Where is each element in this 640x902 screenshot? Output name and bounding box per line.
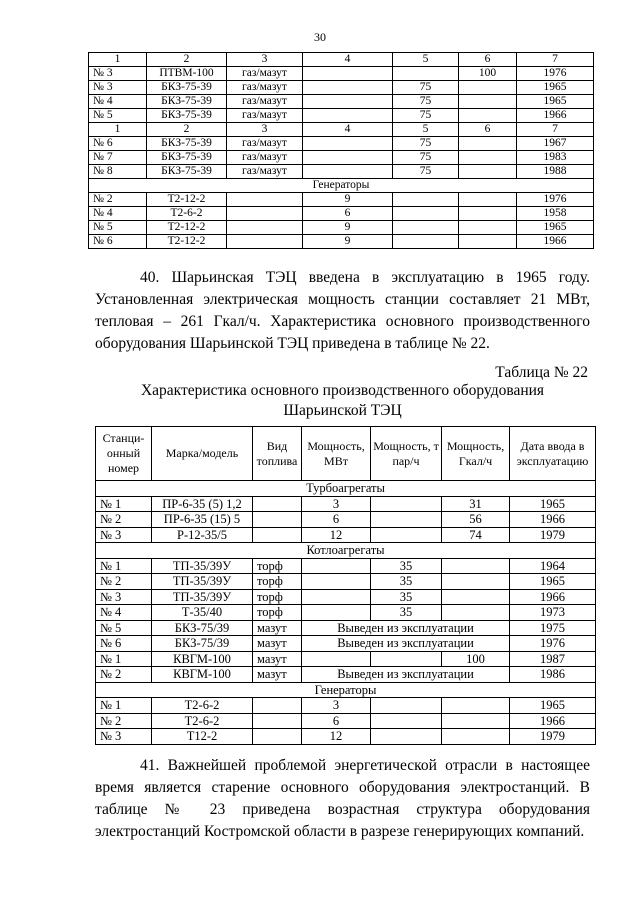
table-22	[95, 426, 596, 745]
model-cell: БКЗ-75/39	[152, 636, 253, 652]
table-cell	[253, 698, 302, 714]
table-cell: 1983	[517, 151, 594, 165]
table-cell: торф	[253, 574, 302, 590]
table-cell: 1966	[510, 713, 596, 729]
table-cell	[459, 137, 517, 151]
year-cell: 1975	[510, 620, 596, 636]
table-cell	[459, 109, 517, 123]
table-cell: 1965	[510, 496, 596, 512]
station-number: № 7	[89, 151, 147, 165]
column-number: 4	[303, 53, 393, 67]
table-cell: 1967	[517, 137, 594, 151]
table-row	[96, 496, 596, 512]
table-row	[89, 207, 594, 221]
station-number: № 5	[89, 109, 147, 123]
table-cell: 1976	[517, 67, 594, 81]
table-cell: 1965	[510, 574, 596, 590]
table-cell: Т2-12-2	[147, 193, 227, 207]
year-cell: 1986	[510, 667, 596, 683]
table-cell: ПР-6-35 (15) 5	[152, 512, 253, 528]
table-cell	[303, 151, 393, 165]
table-cell: 1988	[517, 165, 594, 179]
table-cell	[303, 165, 393, 179]
table-cell: 3	[302, 496, 371, 512]
table-cell: ТП-35/39У	[152, 589, 253, 605]
status-cell: Выведен из эксплуатации	[302, 667, 510, 683]
table-cell	[371, 527, 442, 543]
section-label: Котлоагрегаты	[96, 543, 596, 559]
table-cell	[393, 235, 459, 249]
section-label: Турбоагрегаты	[96, 481, 596, 497]
station-number: № 3	[96, 527, 152, 543]
model-cell: БКЗ-75/39	[152, 620, 253, 636]
table-cell: мазут	[253, 651, 302, 667]
station-number: № 5	[96, 620, 152, 636]
table-row	[96, 729, 596, 745]
table-cell: БКЗ-75-39	[147, 81, 227, 95]
column-number: 7	[517, 53, 594, 67]
table-cell: газ/мазут	[227, 165, 303, 179]
column-header: Вид топлива	[253, 427, 302, 481]
table-cell: 1964	[510, 558, 596, 574]
table-22-label: Таблица № 22	[495, 364, 588, 381]
table-cell	[253, 496, 302, 512]
table-row	[96, 651, 596, 667]
table-row	[89, 165, 594, 179]
table-cell: ПР-6-35 (5) 1,2	[152, 496, 253, 512]
table-cell	[393, 221, 459, 235]
column-number: 3	[227, 123, 303, 137]
table-cell: 100	[459, 67, 517, 81]
table-cell	[371, 729, 442, 745]
table-cell	[459, 95, 517, 109]
paragraph-40: 40. Шарьинская ТЭЦ введена в эксплуатацию в 1965 году. Установленная электрическая мощность станции составляет 21 МВт, тепловая – 261 Гкал/ч. Характеристика основного производственного оборудования Шарьинской ТЭЦ приведена в таблице № 22.	[95, 269, 590, 352]
table-cell: Т12-2	[152, 729, 253, 745]
table-cell	[442, 605, 510, 621]
table-cell	[303, 137, 393, 151]
table-row	[89, 235, 594, 249]
column-number: 3	[227, 53, 303, 67]
column-header: Марка/модель	[152, 427, 253, 481]
station-number: № 3	[96, 589, 152, 605]
table-cell	[303, 95, 393, 109]
year-cell: 1976	[510, 636, 596, 652]
table-row	[89, 193, 594, 207]
table-row	[89, 109, 594, 123]
table-cell: торф	[253, 605, 302, 621]
section-row	[96, 481, 596, 497]
table-row	[96, 574, 596, 590]
table-row	[89, 151, 594, 165]
station-number: № 4	[96, 605, 152, 621]
table-cell: 1966	[510, 512, 596, 528]
column-number: 2	[147, 123, 227, 137]
table-cell	[459, 235, 517, 249]
section-label: Генераторы	[89, 179, 594, 193]
column-number: 6	[459, 53, 517, 67]
table-cell	[371, 512, 442, 528]
table-row	[96, 713, 596, 729]
model-cell: КВГМ-100	[152, 667, 253, 683]
table-cell: газ/мазут	[227, 151, 303, 165]
table-cell: газ/мазут	[227, 67, 303, 81]
table-cell: 75	[393, 109, 459, 123]
station-number: № 2	[96, 574, 152, 590]
column-header: Мощность, т пар/ч	[371, 427, 442, 481]
table-cell: БКЗ-75-39	[147, 137, 227, 151]
table-cell: Т2-6-2	[152, 713, 253, 729]
table-cell: 3	[302, 698, 371, 714]
table-cell: 75	[393, 165, 459, 179]
station-number: № 1	[96, 651, 152, 667]
station-number: № 4	[89, 207, 147, 221]
table-cell	[442, 589, 510, 605]
table-cell: 1966	[510, 589, 596, 605]
table-cell: Т2-12-2	[147, 221, 227, 235]
table-cell: 1966	[517, 109, 594, 123]
table-cell	[303, 67, 393, 81]
table-cell: 6	[303, 207, 393, 221]
table-cell: ТП-35/39У	[152, 574, 253, 590]
station-number: № 8	[89, 165, 147, 179]
table-cell: 1965	[517, 81, 594, 95]
station-number: № 2	[96, 512, 152, 528]
station-number: № 2	[89, 193, 147, 207]
section-row	[96, 543, 596, 559]
table-cell	[303, 81, 393, 95]
table-row	[89, 95, 594, 109]
fuel-cell: мазут	[253, 620, 302, 636]
station-number: № 1	[96, 558, 152, 574]
station-number: № 2	[96, 667, 152, 683]
table-row	[96, 558, 596, 574]
table-cell	[302, 651, 371, 667]
table-row	[96, 589, 596, 605]
table-row	[96, 527, 596, 543]
column-header: Станци-онный номер	[96, 427, 152, 481]
table-cell: КВГМ-100	[152, 651, 253, 667]
table-cell	[442, 558, 510, 574]
table-cell: 1979	[510, 729, 596, 745]
table-cell	[442, 729, 510, 745]
table-cell: 9	[303, 235, 393, 249]
table-cell	[253, 713, 302, 729]
table-cell: торф	[253, 558, 302, 574]
table-cell: Т2-6-2	[147, 207, 227, 221]
table-cell	[393, 67, 459, 81]
table-row	[96, 667, 596, 683]
table-cell: 9	[303, 193, 393, 207]
table-cell	[227, 193, 303, 207]
column-number: 6	[459, 123, 517, 137]
table-cell: 1958	[517, 207, 594, 221]
table-cell: 6	[302, 713, 371, 729]
table-cell: торф	[253, 589, 302, 605]
table-cell: Р-12-35/5	[152, 527, 253, 543]
station-number: № 3	[89, 81, 147, 95]
table-cell: 6	[302, 512, 371, 528]
table-row	[89, 221, 594, 235]
table-cell: ТП-35/39У	[152, 558, 253, 574]
equipment-table-continued	[88, 52, 594, 249]
section-row	[96, 682, 596, 698]
table-cell: 56	[442, 512, 510, 528]
table-cell: 1965	[510, 698, 596, 714]
status-cell: Выведен из эксплуатации	[302, 636, 510, 652]
table-cell: 12	[302, 527, 371, 543]
station-number: № 2	[96, 713, 152, 729]
table-cell: 35	[371, 574, 442, 590]
column-header: Мощность, МВт	[302, 427, 371, 481]
table-cell	[371, 651, 442, 667]
column-number: 1	[89, 53, 147, 67]
table-cell	[459, 81, 517, 95]
page-number: 30	[314, 30, 326, 44]
table-cell: 75	[393, 81, 459, 95]
table-cell	[253, 512, 302, 528]
column-header: Дата ввода в эксплуатацию	[510, 427, 596, 481]
table-cell: газ/мазут	[227, 137, 303, 151]
table-cell: 75	[393, 137, 459, 151]
table-row	[89, 137, 594, 151]
station-number: № 3	[89, 67, 147, 81]
table-22-title: Характеристика основного производственного оборудования Шарьинской ТЭЦ	[140, 382, 545, 419]
table-cell: 9	[303, 221, 393, 235]
fuel-cell: мазут	[253, 667, 302, 683]
table-row	[96, 512, 596, 528]
table-cell	[371, 698, 442, 714]
table-row	[96, 620, 596, 636]
station-number: № 6	[89, 137, 147, 151]
table-cell: БКЗ-75-39	[147, 165, 227, 179]
table-row	[96, 636, 596, 652]
table-cell	[303, 109, 393, 123]
table-cell	[302, 558, 371, 574]
table-cell: Т2-6-2	[152, 698, 253, 714]
table-cell: 35	[371, 589, 442, 605]
table-cell	[302, 605, 371, 621]
paragraph-41: 41. Важнейшей проблемой энергетической отрасли в настоящее время является старение основного оборудования электростанций. В таблице № 23 приведена возрастная структура оборудования электростанций Костромской области в разрезе генерирующих компаний.	[95, 757, 590, 840]
column-number-row	[89, 53, 594, 67]
table-cell	[253, 729, 302, 745]
table-cell	[227, 221, 303, 235]
table-row	[96, 698, 596, 714]
column-number: 2	[147, 53, 227, 67]
table-cell	[371, 713, 442, 729]
table-cell: газ/мазут	[227, 109, 303, 123]
table-cell	[442, 574, 510, 590]
station-number: № 6	[89, 235, 147, 249]
column-header: Мощность, Гкал/ч	[442, 427, 510, 481]
table-cell: 75	[393, 95, 459, 109]
table-cell	[302, 589, 371, 605]
table-row	[89, 81, 594, 95]
table-cell	[459, 193, 517, 207]
table-cell: 1965	[517, 95, 594, 109]
status-cell: Выведен из эксплуатации	[302, 620, 510, 636]
table-cell: 1987	[510, 651, 596, 667]
table-cell: Т2-12-2	[147, 235, 227, 249]
table-cell: 12	[302, 729, 371, 745]
table-cell	[459, 207, 517, 221]
column-number-row	[89, 123, 594, 137]
table-cell: 74	[442, 527, 510, 543]
table-cell: 75	[393, 151, 459, 165]
header-row	[96, 427, 596, 481]
table-cell	[227, 235, 303, 249]
station-number: № 1	[96, 496, 152, 512]
table-cell: газ/мазут	[227, 95, 303, 109]
column-number: 4	[303, 123, 393, 137]
table-cell: газ/мазут	[227, 81, 303, 95]
table-cell: Т-35/40	[152, 605, 253, 621]
table-cell: 1965	[517, 221, 594, 235]
table-cell	[459, 221, 517, 235]
table-cell	[393, 207, 459, 221]
table-cell: БКЗ-75-39	[147, 95, 227, 109]
table-row	[96, 605, 596, 621]
table-cell: 35	[371, 558, 442, 574]
table-cell	[442, 698, 510, 714]
table-cell: 31	[442, 496, 510, 512]
station-number: № 6	[96, 636, 152, 652]
fuel-cell: мазут	[253, 636, 302, 652]
table-cell	[253, 527, 302, 543]
column-number: 5	[393, 53, 459, 67]
table-cell: 1976	[517, 193, 594, 207]
column-number: 7	[517, 123, 594, 137]
table-cell: БКЗ-75-39	[147, 151, 227, 165]
table-cell	[459, 151, 517, 165]
table-cell: 1973	[510, 605, 596, 621]
table-cell: 1966	[517, 235, 594, 249]
table-cell: 35	[371, 605, 442, 621]
station-number: № 5	[89, 221, 147, 235]
table-cell	[371, 496, 442, 512]
table-cell	[302, 574, 371, 590]
table-cell: 100	[442, 651, 510, 667]
table-cell: 1979	[510, 527, 596, 543]
section-row	[89, 179, 594, 193]
table-cell: БКЗ-75-39	[147, 109, 227, 123]
table-cell	[442, 713, 510, 729]
section-label: Генераторы	[96, 682, 596, 698]
station-number: № 3	[96, 729, 152, 745]
table-cell	[227, 207, 303, 221]
column-number: 1	[89, 123, 147, 137]
column-number: 5	[393, 123, 459, 137]
station-number: № 4	[89, 95, 147, 109]
table-cell	[459, 165, 517, 179]
station-number: № 1	[96, 698, 152, 714]
table-cell	[393, 193, 459, 207]
table-cell: ПТВМ-100	[147, 67, 227, 81]
table-row	[89, 67, 594, 81]
